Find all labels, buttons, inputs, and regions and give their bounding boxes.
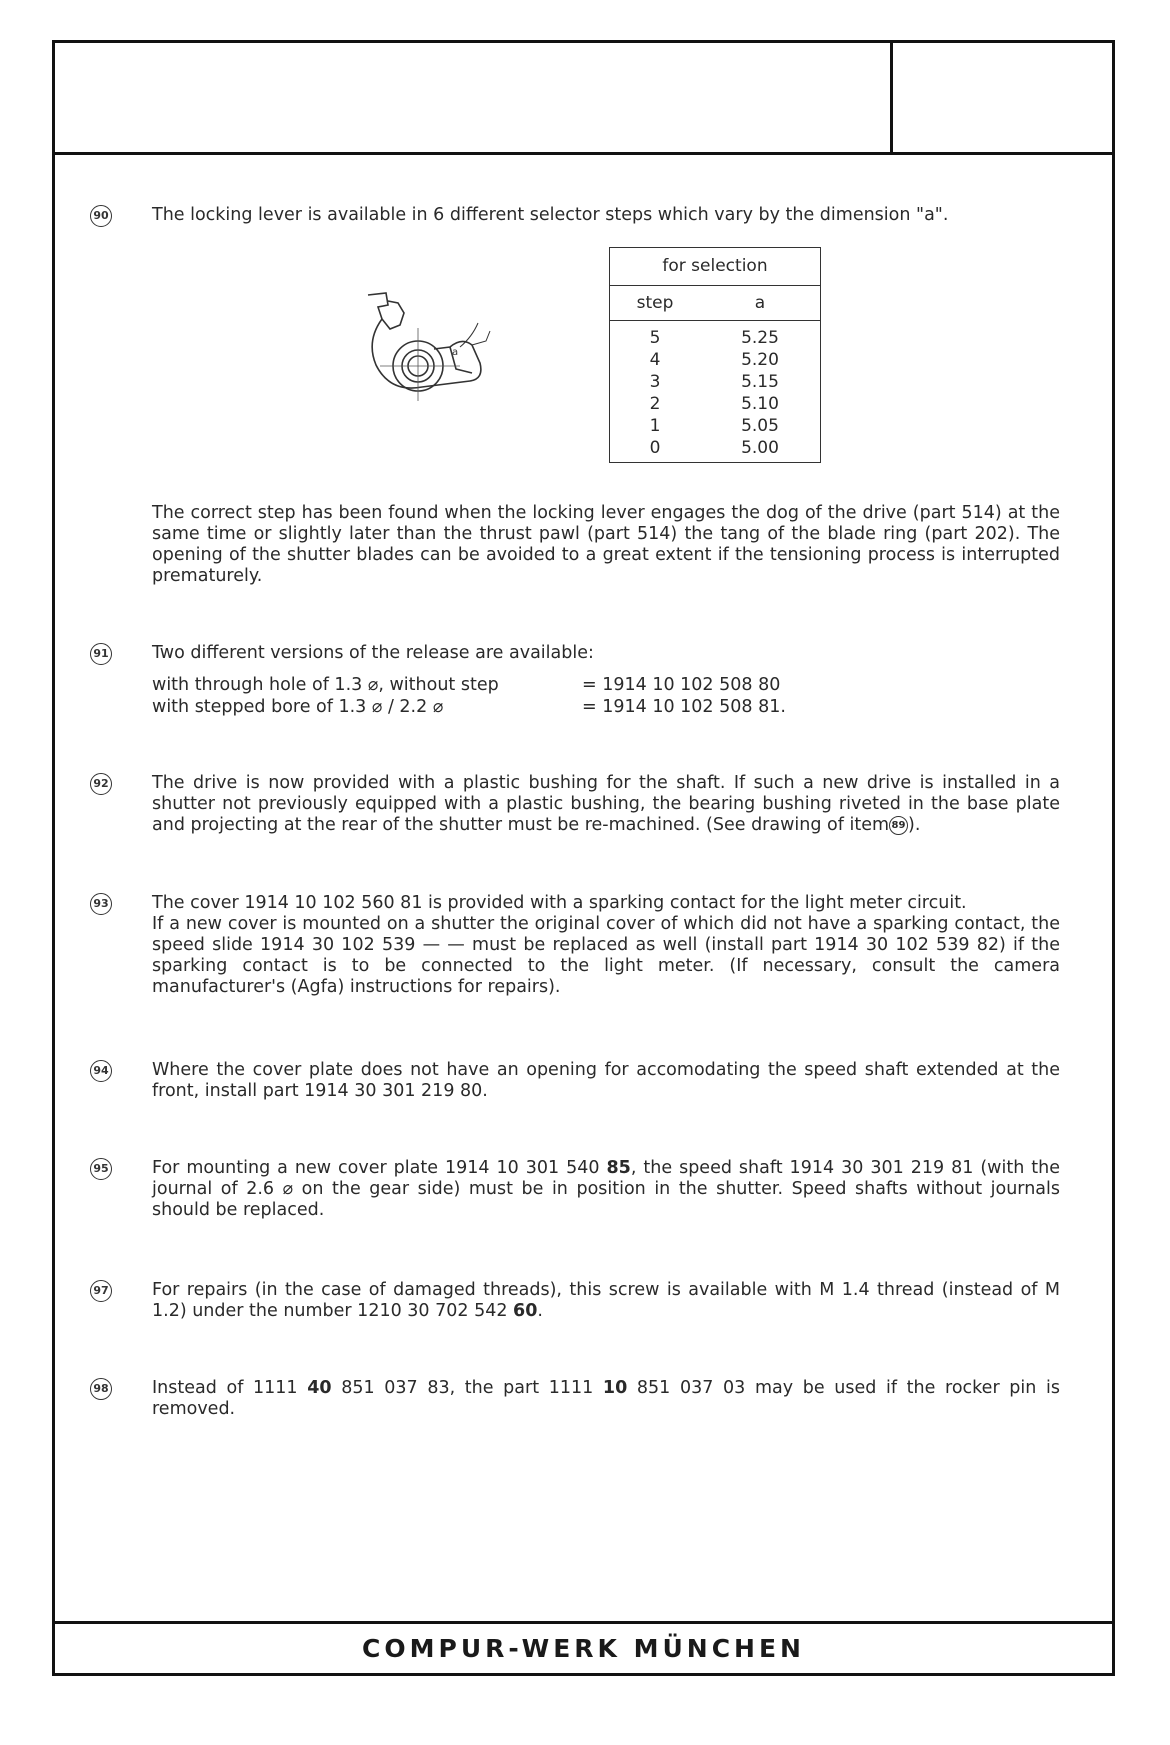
item-number: 93 xyxy=(90,893,112,915)
item-text-part: Instead of 1111 xyxy=(152,1378,308,1398)
cell-step: 4 xyxy=(649,350,661,370)
item-text-part: 851 037 83, the part 1111 xyxy=(331,1378,603,1398)
cell-step: 3 xyxy=(649,372,661,392)
cell-step: 5 xyxy=(649,328,661,348)
item-text xyxy=(152,1280,1060,1322)
table-row xyxy=(610,327,820,349)
version-part: = 1914 10 102 508 80 xyxy=(582,675,781,695)
item-number: 91 xyxy=(90,643,112,665)
item-text-part: . xyxy=(537,1301,543,1321)
item-ref-number: 89 xyxy=(889,816,908,835)
item-text-bold: 85 xyxy=(606,1158,631,1178)
header-divider xyxy=(52,152,1115,155)
header-step: step xyxy=(636,293,674,313)
item-text-part: , the speed shaft 1914 30 301 219 81 (with the journal of 2.6 ⌀ on the gear side) must be in position in the shutter. Speed shafts without journals should be replaced. xyxy=(152,1158,1060,1220)
table-header xyxy=(610,286,820,321)
item-text xyxy=(152,773,1060,836)
table-row xyxy=(610,415,820,437)
list-item xyxy=(152,674,852,696)
cell-a: 5.10 xyxy=(741,394,779,414)
item-text xyxy=(152,1378,1060,1420)
version-part: = 1914 10 102 508 81. xyxy=(582,697,786,717)
item-text-part: ). xyxy=(908,815,921,835)
item-number: 90 xyxy=(90,205,112,227)
table-row xyxy=(610,393,820,415)
item-number: 92 xyxy=(90,773,112,795)
item-text: The locking lever is available in 6 different selector steps which vary by the dimension "a". xyxy=(152,205,949,225)
cell-step: 2 xyxy=(649,394,661,414)
table-row xyxy=(610,437,820,459)
selection-table xyxy=(609,247,821,463)
item-text-part: 851 037 03 may be used if the rocker pin is removed. xyxy=(152,1378,1060,1419)
item-text-bold: 40 xyxy=(307,1378,332,1398)
item-text xyxy=(152,1158,1060,1221)
header-a: a xyxy=(754,293,766,313)
item-text-bold: 60 xyxy=(513,1301,538,1321)
page-border xyxy=(52,40,1115,1676)
item-text-line: The cover 1914 10 102 560 81 is provided with a sparking contact for the light meter circuit. xyxy=(152,893,967,913)
item-text: The correct step has been found when the locking lever engages the dog of the drive (part 514) at the same time or slightly later than the thrust pawl (part 514) the tang of the blade ring (part 202). The opening of the shutter blades can be avoided to a great extent if the tensioning process is interrupted prematurely. xyxy=(152,503,1060,586)
table-row xyxy=(610,349,820,371)
list-item xyxy=(152,696,852,718)
cell-a: 5.05 xyxy=(741,416,779,436)
item-text-part: The drive is now provided with a plastic bushing for the shaft. If such a new drive is installed in a shutter not previously equipped with a plastic bushing, the bearing bushing riveted in the base plate and projecting at the rear of the shutter must be re-machined. (See drawing of item xyxy=(152,773,1060,835)
item-text-bold: 10 xyxy=(602,1378,628,1398)
item-text: Where the cover plate does not have an opening for accomodating the speed shaft extended at the front, install part 1914 30 301 219 80. xyxy=(152,1060,1060,1101)
version-desc: with through hole of 1.3 ⌀, without step xyxy=(152,675,499,695)
cell-a: 5.00 xyxy=(741,438,779,458)
cell-a: 5.25 xyxy=(741,328,779,348)
footer-company: COMPUR-WERK MÜNCHEN xyxy=(362,1634,805,1663)
dimension-label: a xyxy=(452,347,459,358)
item-text-line: If a new cover is mounted on a shutter the original cover of which did not have a sparking contact, the speed slide 1914 30 102 539 — — must be replaced as well (install part 1914 30 102 539 82) if the sparking contact is to be connected to the light meter. (If necessary, consult the camera manufacturer's (Agfa) instructions for repairs). xyxy=(152,914,1060,997)
item-number: 94 xyxy=(90,1060,112,1082)
item-text xyxy=(152,893,1060,998)
header-divider-vertical xyxy=(890,40,893,155)
item-text-part: For repairs (in the case of damaged threads), this screw is available with M 1.4 thread (instead of M 1.2) under the number 1210 30 702 542 xyxy=(152,1280,1060,1321)
cell-step: 0 xyxy=(649,438,661,458)
cell-step: 1 xyxy=(649,416,661,436)
item-number: 95 xyxy=(90,1158,112,1180)
locking-lever-diagram xyxy=(360,283,495,403)
cell-a: 5.20 xyxy=(741,350,779,370)
release-versions xyxy=(152,674,852,718)
item-text-part: For mounting a new cover plate 1914 10 301 540 xyxy=(152,1158,607,1178)
version-desc: with stepped bore of 1.3 ⌀ / 2.2 ⌀ xyxy=(152,697,444,717)
item-number: 97 xyxy=(90,1280,112,1302)
table-title: for selection xyxy=(610,248,820,286)
cell-a: 5.15 xyxy=(741,372,779,392)
item-number: 98 xyxy=(90,1378,112,1400)
table-row xyxy=(610,371,820,393)
item-text: Two different versions of the release are available: xyxy=(152,643,594,663)
